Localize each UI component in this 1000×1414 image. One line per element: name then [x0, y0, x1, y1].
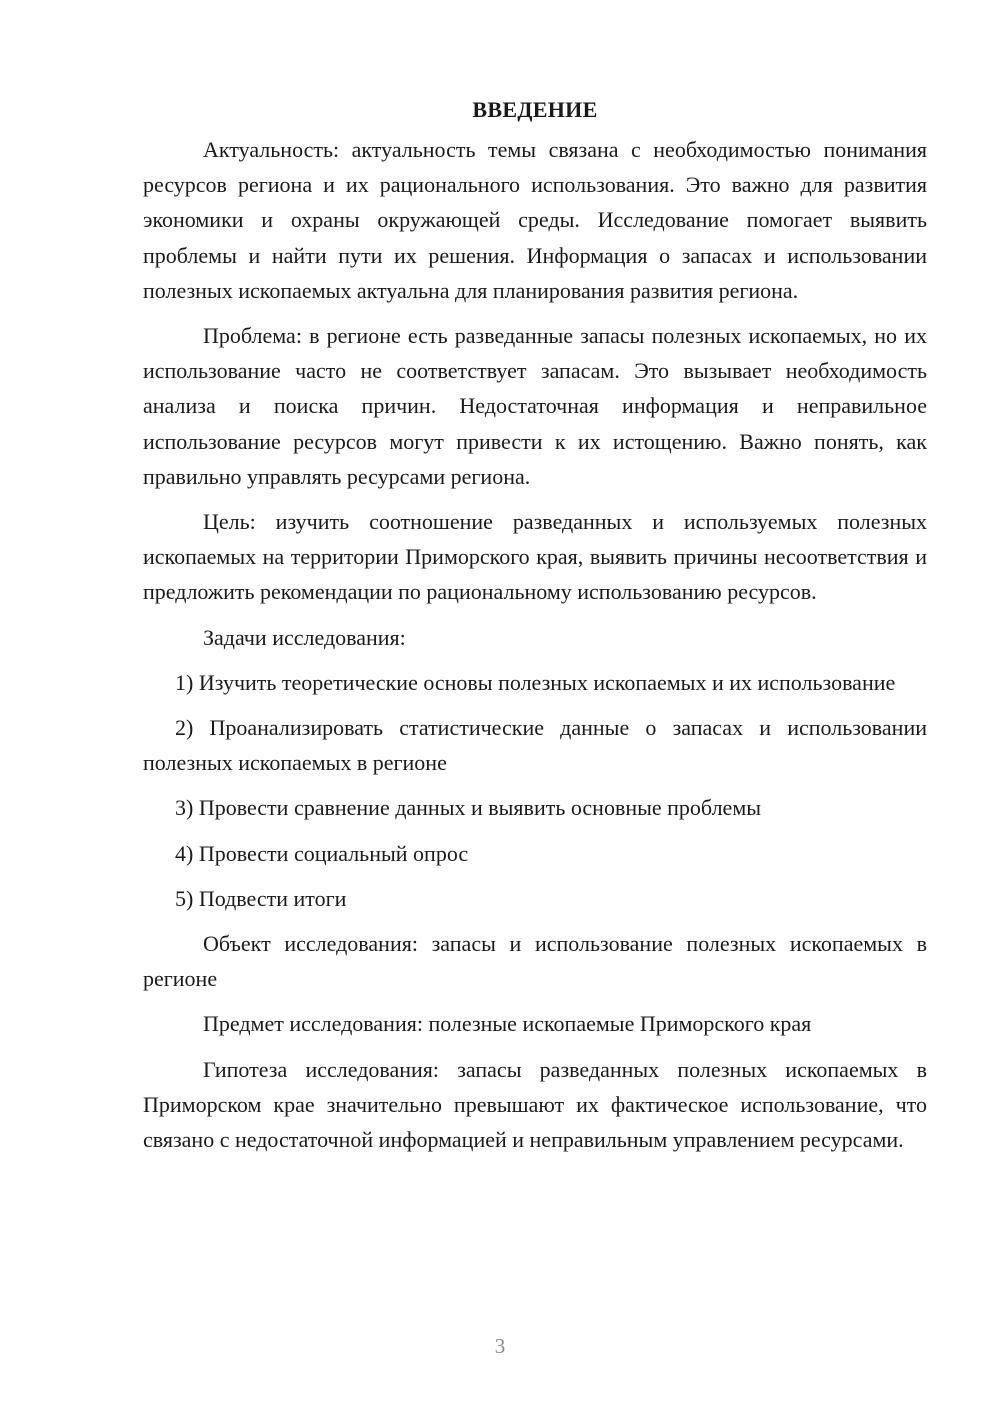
task-item-3: 3) Провести сравнение данных и выявить основные проблемы	[175, 795, 762, 821]
paragraph-hypothesis: Гипотеза исследования: запасы разведанных полезных ископаемых в Приморском крае значительно превышают их фактическое использование, что связано с недостаточной информацией и неправильным управлением ресурсами.	[143, 1056, 927, 1153]
document-page	[143, 92, 927, 1157]
task-item-1: 1) Изучить теоретические основы полезных ископаемых и их использование	[175, 669, 896, 695]
paragraph-goal: Цель: изучить соотношение разведанных и используемых полезных ископаемых на территории Приморского края, выявить причины несоответствия и предложить рекомендации по рациональному использованию ресурсов.	[143, 509, 927, 605]
task-item-5: 5) Подвести итоги	[175, 885, 347, 911]
tasks-list	[143, 665, 927, 916]
paragraph-object: Объект исследования: запасы и использование полезных ископаемых в регионе	[143, 931, 927, 992]
section-title: ВВЕДЕНИЕ	[472, 97, 598, 122]
task-item-4: 4) Провести социальный опрос	[175, 840, 469, 866]
paragraph-subject: Предмет исследования: полезные ископаемые Приморского края	[203, 1011, 812, 1037]
tasks-heading: Задачи исследования:	[203, 624, 406, 650]
paragraph-relevance: Актуальность: актуальность темы связана с необходимостью понимания ресурсов региона и их рационального использования. Это важно для развития экономики и охраны окружающей среды. Исследование помогает выявить проблемы и найти пути их решения. Информация о запасах и использовании полезных ископаемых актуальна для планирования развития региона.	[143, 137, 927, 303]
page-number: 3	[494, 1334, 506, 1358]
paragraph-problem: Проблема: в регионе есть разведанные запасы полезных ископаемых, но их использование часто не соответствует запасам. Это вызывает необходимость анализа и поиска причин. Недостаточная информация и неправильное использование ресурсов могут привести к их истощению. Важно понять, как правильно управлять ресурсами региона.	[143, 323, 927, 489]
task-item-2: 2) Проанализировать статистические данные о запасах и использовании полезных ископаемых в регионе	[143, 715, 927, 776]
